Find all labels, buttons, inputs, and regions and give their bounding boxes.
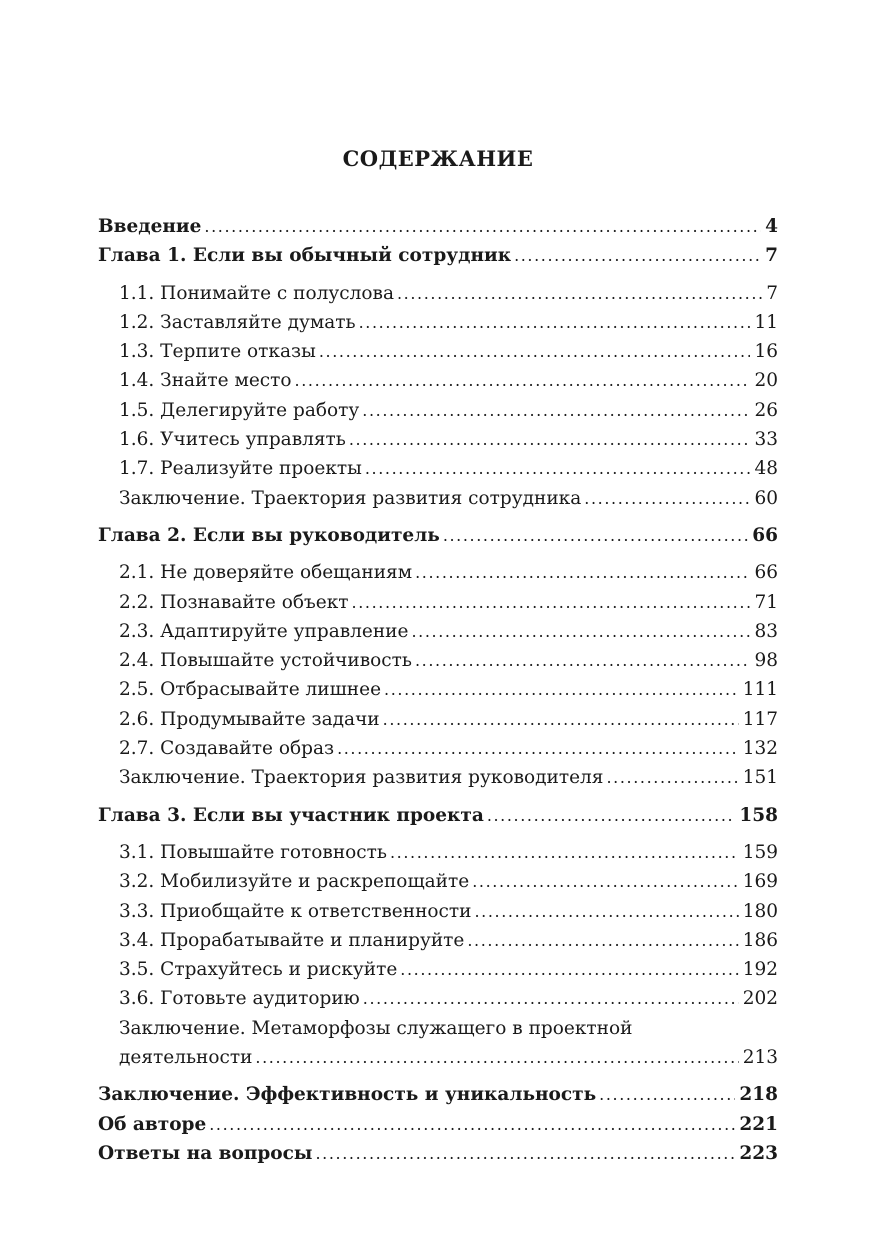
toc-entry[interactable] (98, 838, 778, 867)
toc-entry-page: 98 (754, 650, 778, 672)
toc-entry[interactable] (98, 558, 778, 587)
toc-entry[interactable] (98, 646, 778, 675)
dot-leader (295, 366, 751, 395)
toc-entry[interactable] (98, 1080, 778, 1109)
toc-entry-label: Глава 1. Если вы обычный сотрудник (98, 245, 512, 267)
toc-entry[interactable] (98, 308, 778, 337)
dot-leader (599, 1080, 735, 1109)
toc-entry[interactable] (98, 675, 778, 704)
dot-leader (204, 212, 761, 241)
toc-entry[interactable] (98, 337, 778, 366)
dot-leader (415, 558, 750, 587)
toc-entry-page: 60 (754, 487, 778, 509)
toc-entry-label: 1.2. Заставляйте думать (119, 311, 356, 333)
page-title: СОДЕРЖАНИЕ (342, 146, 534, 171)
toc-entry-label: 1.1. Понимайте с полуслова (119, 282, 394, 304)
toc-entry-page: 186 (742, 929, 778, 951)
toc-entry[interactable] (98, 425, 778, 454)
toc-entry-label: 3.3. Приобщайте к ответственности (119, 900, 472, 922)
dot-leader (255, 1043, 738, 1072)
toc-entry-label: Об авторе (98, 1113, 207, 1135)
toc-entry[interactable] (98, 484, 778, 513)
toc-entry[interactable] (98, 763, 778, 792)
dot-leader (337, 734, 739, 763)
toc-entry-page: 33 (754, 429, 778, 451)
toc-entry-page: 223 (739, 1142, 778, 1164)
toc-entry-label: 2.2. Познавайте объект (119, 591, 349, 613)
toc-entry[interactable] (98, 366, 778, 395)
toc-entry-label: 2.3. Адаптируйте управление (119, 620, 409, 642)
dot-leader (365, 454, 751, 483)
toc-entry-label: 1.5. Делегируйте работу (119, 399, 360, 421)
dot-leader (400, 955, 738, 984)
toc-entry-label: Ответы на вопросы (98, 1142, 313, 1164)
toc-entry-page: 20 (754, 370, 778, 392)
toc-entry-label: Глава 2. Если вы руководитель (98, 524, 440, 546)
toc-entry[interactable] (98, 984, 778, 1013)
dot-leader (397, 279, 762, 308)
toc-entry-label: 1.3. Терпите отказы (119, 341, 316, 363)
toc-entry[interactable] (98, 454, 778, 483)
toc-entry[interactable] (98, 1139, 778, 1168)
toc-entry-page: 66 (752, 524, 778, 546)
toc-entry-label: 3.6. Готовьте аудиторию (119, 988, 360, 1010)
toc-entry-label: 1.6. Учитесь управлять (119, 429, 346, 451)
toc-chapter-3[interactable] (98, 801, 778, 830)
toc-entry-label: 3.5. Страхуйтесь и рискуйте (119, 959, 398, 981)
toc-entry-label: 3.1. Повышайте готовность (119, 841, 387, 863)
toc-entry-page: 169 (742, 871, 778, 893)
dot-leader (472, 867, 738, 896)
dot-leader (411, 617, 750, 646)
dot-leader (209, 1110, 735, 1139)
toc-entry[interactable] (98, 705, 778, 734)
dot-leader (514, 241, 761, 270)
toc-entry[interactable] (98, 734, 778, 763)
toc-entry-label: 2.4. Повышайте устойчивость (119, 650, 412, 672)
toc-entry[interactable] (98, 212, 778, 241)
dot-leader (315, 1139, 735, 1168)
dot-leader (362, 396, 750, 425)
toc-chapter-2[interactable] (98, 521, 778, 550)
toc-entry-page: 111 (742, 679, 778, 701)
toc-entry-label: 3.2. Мобилизуйте и раскрепощайте (119, 871, 470, 893)
toc-entry-page: 48 (754, 458, 778, 480)
toc-entry-label: 2.5. Отбрасывайте лишнее (119, 679, 382, 701)
toc-entry[interactable] (98, 588, 778, 617)
toc-entry-page: 180 (742, 900, 778, 922)
toc-entry-page: 202 (742, 988, 778, 1010)
toc-entry-page: 213 (742, 1047, 778, 1069)
toc-entry-label: деятельности (119, 1047, 253, 1069)
toc-chapter-1[interactable] (98, 241, 778, 270)
toc-entry-page: 26 (754, 399, 778, 421)
dot-leader (383, 705, 739, 734)
toc-entry-wrapped-line[interactable] (98, 1014, 778, 1043)
toc-entry-page: 71 (754, 591, 778, 613)
toc-entry-page: 151 (742, 767, 778, 789)
toc-entry[interactable] (98, 867, 778, 896)
toc-entry-label: 2.1. Не доверяйте обещаниям (119, 562, 413, 584)
toc-entry-label: Глава 3. Если вы участник проекта (98, 804, 484, 826)
toc-entry[interactable] (98, 955, 778, 984)
toc-entry-page: 66 (754, 562, 778, 584)
toc-entry-label: Введение (98, 216, 202, 237)
dot-leader (606, 763, 738, 792)
toc-entry-page: 159 (742, 841, 778, 863)
dot-leader (319, 337, 751, 366)
dot-leader (363, 984, 739, 1013)
dot-leader (349, 425, 751, 454)
dot-leader (415, 646, 751, 675)
toc-entry[interactable] (98, 1043, 778, 1072)
toc-entry-label: Заключение. Траектория развития руководителя (119, 767, 604, 789)
toc-entry-page: 132 (742, 738, 778, 760)
toc-entry-page: 221 (739, 1113, 778, 1135)
toc-entry-label: Заключение. Метаморфозы служащего в проектной (119, 1017, 633, 1039)
toc-entry-page: 16 (754, 341, 778, 363)
toc-entry-page: 4 (765, 216, 778, 237)
dot-leader (384, 675, 739, 704)
toc-entry-page: 117 (742, 708, 778, 730)
toc-entry[interactable] (98, 396, 778, 425)
toc-entry[interactable] (98, 897, 778, 926)
dot-leader (443, 521, 748, 550)
dot-leader (390, 838, 739, 867)
toc-entry-page: 7 (766, 282, 778, 304)
toc-entry-page: 192 (742, 959, 778, 981)
toc-entry-label: 2.7. Создавайте образ (119, 738, 335, 760)
toc-entry-label: 1.7. Реализуйте проекты (119, 458, 362, 480)
dot-leader (475, 897, 739, 926)
toc-entry-label: Заключение. Эффективность и уникальность (98, 1084, 597, 1106)
toc-entry[interactable] (98, 279, 778, 308)
dot-leader (487, 801, 736, 830)
dot-leader (352, 588, 751, 617)
toc-entry-page: 158 (739, 804, 778, 826)
table-of-contents (98, 212, 778, 1168)
dot-leader (584, 484, 750, 513)
toc-entry-label: 3.4. Прорабатывайте и планируйте (119, 929, 465, 951)
toc-entry-label: Заключение. Траектория развития сотрудника (119, 487, 582, 509)
toc-entry[interactable] (98, 1110, 778, 1139)
toc-entry-page: 11 (754, 311, 778, 333)
toc-entry[interactable] (98, 926, 778, 955)
toc-entry-label: 2.6. Продумывайте задачи (119, 708, 380, 730)
toc-entry-page: 218 (739, 1084, 778, 1106)
toc-entry-label: 1.4. Знайте место (119, 370, 292, 392)
dot-leader (467, 926, 738, 955)
toc-entry[interactable] (98, 617, 778, 646)
toc-entry-page: 83 (754, 620, 778, 642)
toc-entry-page: 7 (765, 245, 778, 267)
dot-leader (359, 308, 751, 337)
